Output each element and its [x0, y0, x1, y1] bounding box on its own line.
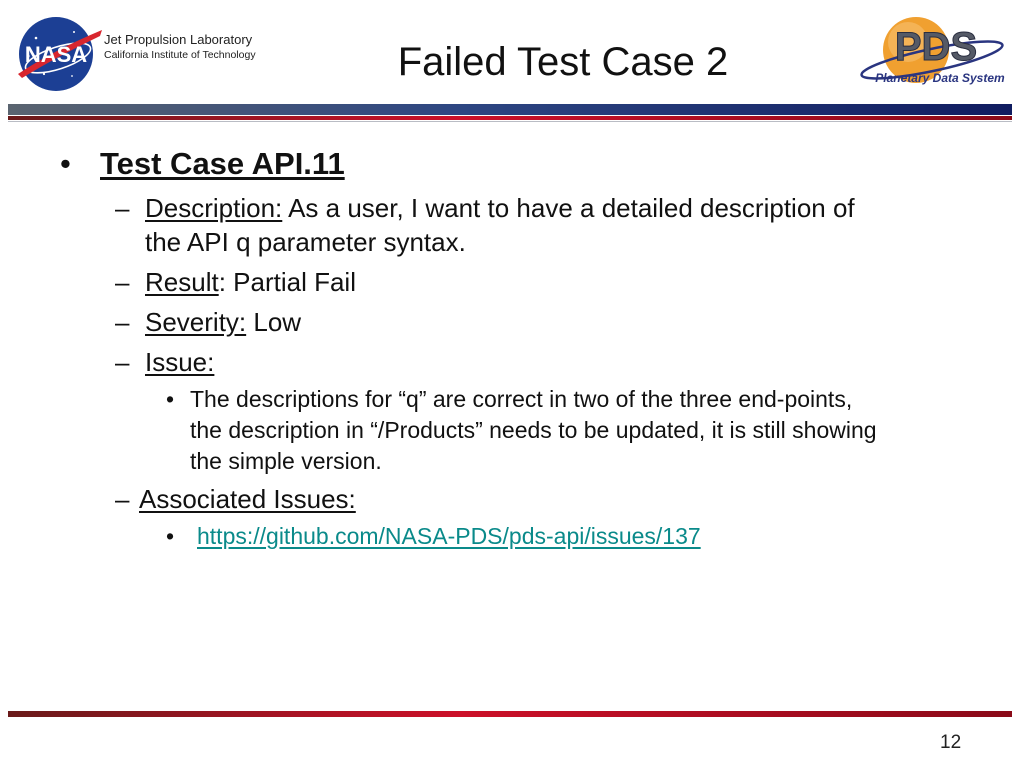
- test-case-label: Test Case API.11: [100, 146, 345, 181]
- header-band-red: [8, 116, 1012, 120]
- pds-logo-subtitle: Planetary Data System: [875, 71, 1005, 85]
- issue-text-line3: the simple version.: [190, 448, 382, 474]
- associated-issues-label: Associated Issues:: [139, 484, 356, 514]
- org-subtitle: California Institute of Technology: [104, 49, 256, 61]
- issue-bullet: •: [166, 386, 175, 412]
- header-band-blue: [8, 104, 1012, 115]
- nasa-logo: [14, 14, 106, 94]
- github-issue-link[interactable]: https://github.com/NASA-PDS/pds-api/issues/137: [197, 523, 701, 549]
- header-band-divider: [8, 121, 1012, 122]
- severity-label: Severity:: [145, 307, 247, 337]
- description-dash: –: [115, 193, 130, 223]
- test-case-bullet: •: [60, 146, 71, 181]
- result-value: : Partial Fail: [218, 267, 356, 297]
- issue-dash: –: [115, 347, 130, 377]
- pds-logo-text: PDS: [894, 25, 978, 69]
- pds-logo: [858, 14, 1008, 94]
- severity-dash: –: [115, 307, 130, 337]
- result-item: [145, 267, 356, 298]
- issue-label: Issue:: [145, 347, 215, 377]
- associated-issues-dash: –: [115, 484, 130, 514]
- severity-item: [145, 307, 301, 338]
- description-label: Description:: [145, 193, 283, 223]
- nasa-logo-text: NASA: [24, 42, 88, 67]
- page-number: 12: [940, 732, 962, 753]
- severity-value: Low: [253, 307, 302, 337]
- description-text-line2: the API q parameter syntax.: [145, 227, 466, 257]
- org-name: Jet Propulsion Laboratory: [104, 32, 253, 47]
- slide-title: Failed Test Case 2: [397, 40, 729, 84]
- result-label: Result: [145, 267, 219, 297]
- issue-text-line1: The descriptions for “q” are correct in two of the three end-points,: [190, 386, 853, 412]
- footer-band: [8, 711, 1012, 717]
- associated-issues-bullet: •: [166, 523, 175, 549]
- result-dash: –: [115, 267, 130, 297]
- description-text-line1: As a user, I want to have a detailed description of: [288, 193, 855, 223]
- issue-text-line2: the description in “/Products” needs to be updated, it is still showing: [190, 417, 877, 443]
- description-item: [145, 193, 855, 224]
